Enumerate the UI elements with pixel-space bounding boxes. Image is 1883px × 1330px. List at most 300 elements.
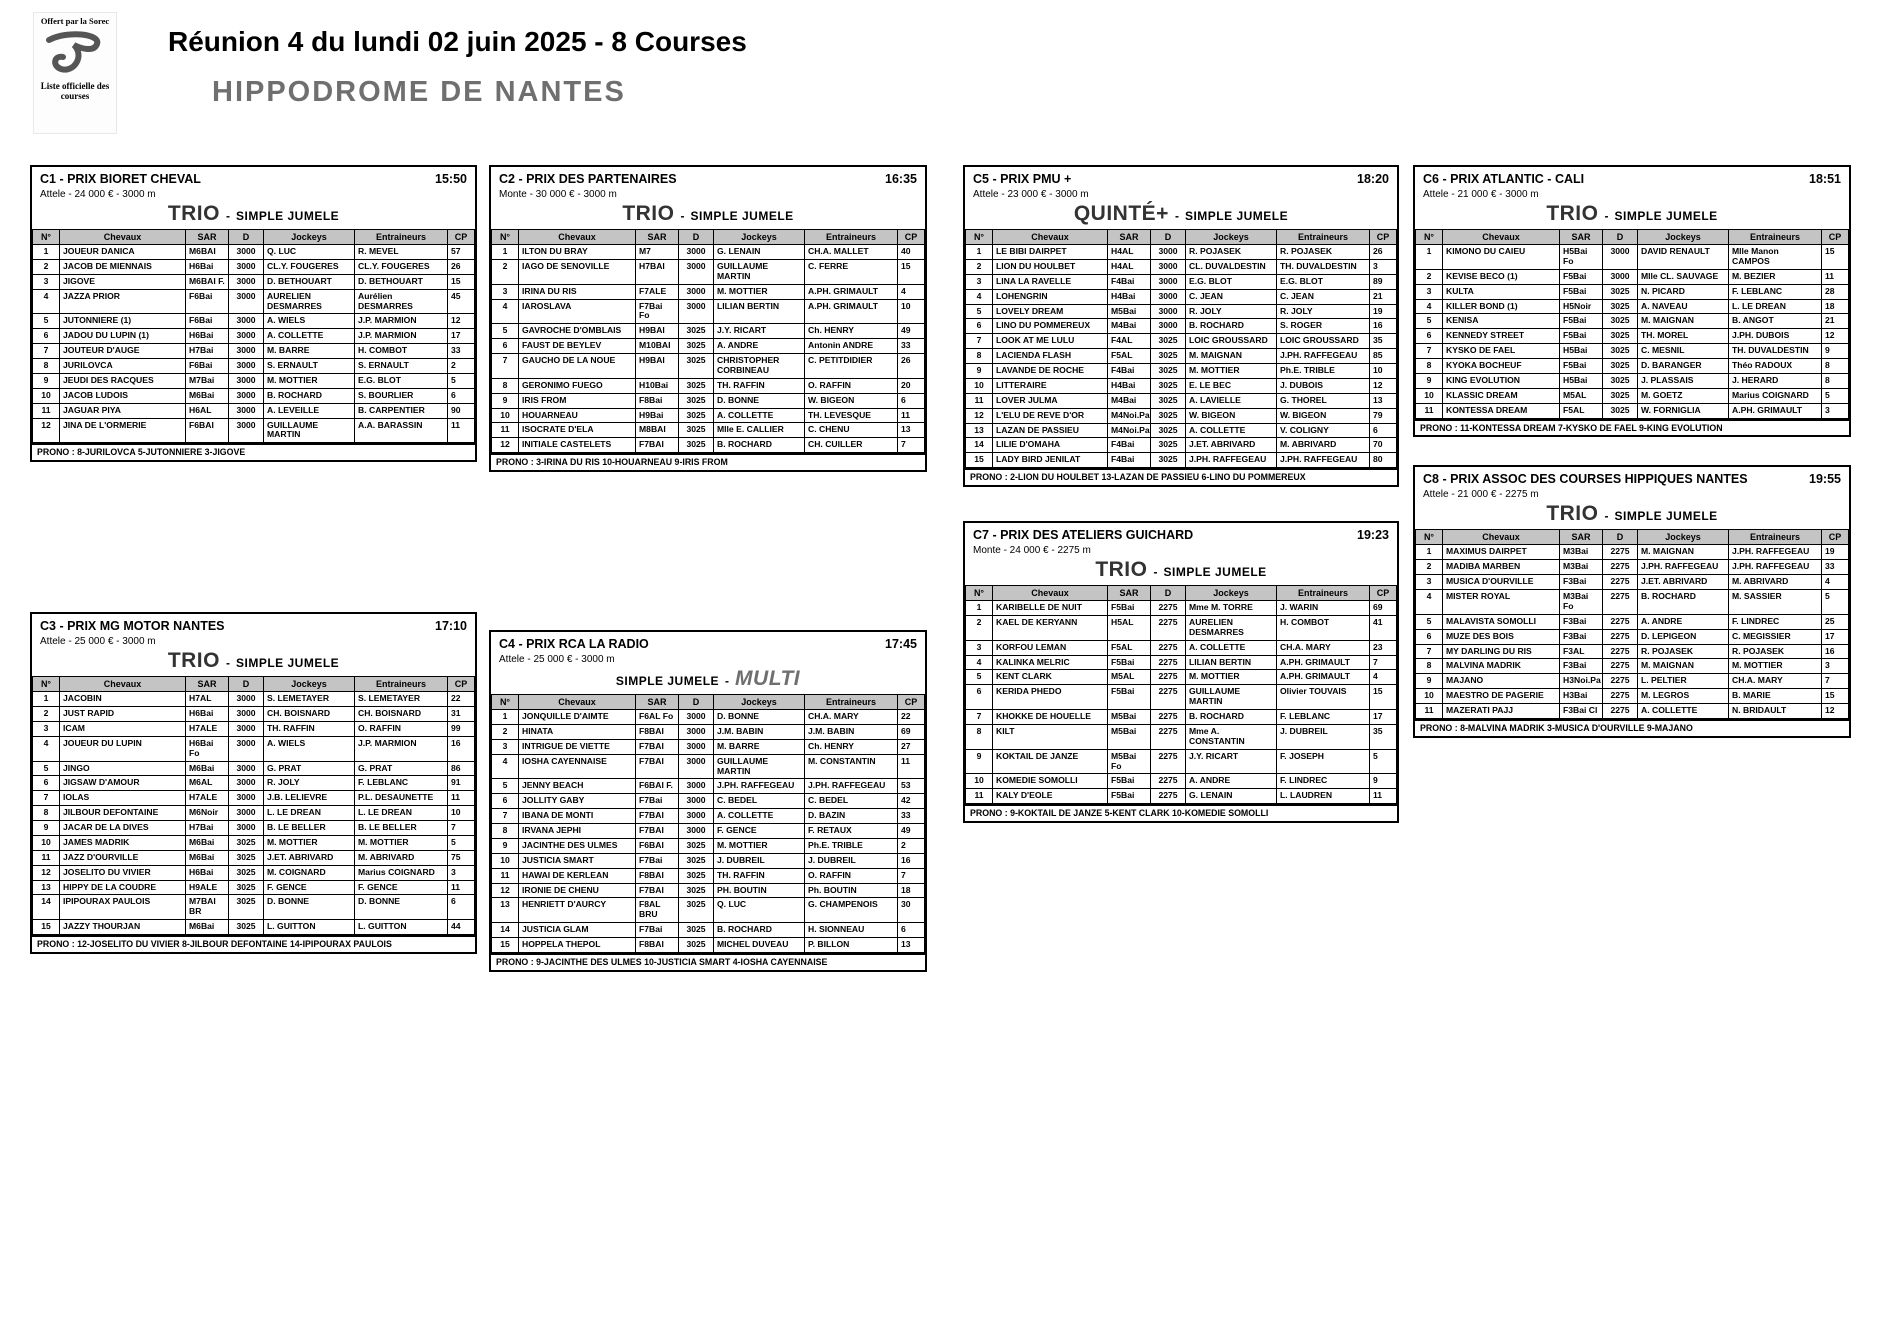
bet-primary: TRIO xyxy=(167,202,220,225)
horse-sar: F5AL xyxy=(1108,349,1151,364)
horse-row xyxy=(1416,269,1849,284)
horse-cp: 15 xyxy=(898,259,925,284)
horse-sar: F5AL xyxy=(1108,640,1151,655)
horse-trainer: S. ROGER xyxy=(1277,319,1370,334)
horse-distance: 2275 xyxy=(1603,560,1638,575)
horse-number: 8 xyxy=(966,724,993,749)
horse-name: JADOU DU LUPIN (1) xyxy=(60,329,186,344)
horse-distance: 3000 xyxy=(1151,245,1186,260)
prono: PRONO : 11-KONTESSA DREAM 7-KYSKO DE FAEL 9-KING EVOLUTION xyxy=(1415,419,1849,436)
horse-row xyxy=(1416,329,1849,344)
column-header: Entraineurs xyxy=(1277,586,1370,601)
horse-row xyxy=(33,850,475,865)
horse-row xyxy=(492,423,925,438)
race-conditions: Attele - 23 000 € - 3000 m xyxy=(973,189,1089,200)
horse-trainer: D. BETHOUART xyxy=(355,274,448,289)
horse-trainer: Théo RADOUX xyxy=(1729,359,1822,374)
horse-number: 11 xyxy=(492,868,519,883)
horse-sar: F5Bai xyxy=(1560,359,1603,374)
horse-number: 11 xyxy=(33,850,60,865)
horse-row xyxy=(492,259,925,284)
horse-cp: 5 xyxy=(1822,590,1849,615)
horse-name: LINA LA RAVELLE xyxy=(993,274,1108,289)
horse-name: INITIALE CASTELETS xyxy=(519,438,636,453)
horse-row xyxy=(492,754,925,779)
race-card-header xyxy=(965,523,1397,542)
column-header: Chevaux xyxy=(1443,530,1560,545)
horse-name: LE BIBI DAIRPET xyxy=(993,245,1108,260)
horse-number: 8 xyxy=(1416,659,1443,674)
horse-sar: F8Bai xyxy=(636,393,679,408)
horse-sar: H6Bai Fo xyxy=(186,736,229,761)
horse-jockey: J.PH. RAFFEGEAU xyxy=(1186,453,1277,468)
horse-distance: 3025 xyxy=(679,423,714,438)
horse-trainer: J. DUBOIS xyxy=(1277,378,1370,393)
horse-row xyxy=(492,938,925,953)
horse-row xyxy=(492,438,925,453)
horse-cp: 11 xyxy=(898,754,925,779)
column-header: Entraineurs xyxy=(1277,230,1370,245)
horse-number: 13 xyxy=(492,898,519,923)
horse-distance: 3000 xyxy=(1151,259,1186,274)
bet-secondary: SIMPLE JUMELE xyxy=(615,674,720,689)
horse-name: INTRIGUE DE VIETTE xyxy=(519,739,636,754)
table-header-row xyxy=(33,230,475,245)
column-header: Entraineurs xyxy=(805,230,898,245)
horse-number: 2 xyxy=(1416,269,1443,284)
horse-number: 6 xyxy=(492,794,519,809)
horse-sar: H7ALE xyxy=(186,721,229,736)
horse-number: 1 xyxy=(1416,545,1443,560)
horse-name: GERONIMO FUEGO xyxy=(519,378,636,393)
bet-separator: - xyxy=(1604,509,1609,524)
bet-type-line xyxy=(32,648,475,676)
horse-number: 11 xyxy=(33,403,60,418)
horse-row xyxy=(492,324,925,339)
horse-sar: H6Bai xyxy=(186,259,229,274)
horse-distance: 3000 xyxy=(229,692,264,707)
horse-number: 12 xyxy=(966,408,993,423)
horse-cp: 27 xyxy=(898,739,925,754)
horse-row xyxy=(33,274,475,289)
horse-cp: 41 xyxy=(1370,615,1397,640)
horse-distance: 3000 xyxy=(229,791,264,806)
horse-row xyxy=(492,824,925,839)
race-card-header xyxy=(32,167,475,186)
horse-distance: 3025 xyxy=(229,920,264,935)
horse-row xyxy=(966,319,1397,334)
horse-number: 10 xyxy=(966,774,993,789)
horse-jockey: J.ET. ABRIVARD xyxy=(1638,575,1729,590)
race-card-header xyxy=(32,614,475,633)
horse-distance: 2275 xyxy=(1603,689,1638,704)
horse-trainer: C. JEAN xyxy=(1277,289,1370,304)
horse-name: HIPPY DE LA COUDRE xyxy=(60,880,186,895)
horse-name: KING EVOLUTION xyxy=(1443,373,1560,388)
horse-trainer: CL.Y. FOUGERES xyxy=(355,259,448,274)
horse-cp: 30 xyxy=(898,898,925,923)
horse-trainer: G. THOREL xyxy=(1277,393,1370,408)
bet-type-line xyxy=(491,201,925,229)
horse-number: 2 xyxy=(33,707,60,722)
horse-jockey: TH. MOREL xyxy=(1638,329,1729,344)
horse-name: MAESTRO DE PAGERIE xyxy=(1443,689,1560,704)
horse-row xyxy=(966,364,1397,379)
horse-name: HOUARNEAU xyxy=(519,408,636,423)
horse-sar: F5Bai xyxy=(1108,601,1151,616)
horse-sar: M5AL xyxy=(1108,670,1151,685)
horse-sar: M3Bai xyxy=(1560,545,1603,560)
horse-cp: 20 xyxy=(898,378,925,393)
horse-jockey: J.ET. ABRIVARD xyxy=(1186,438,1277,453)
horse-sar: F7BAI xyxy=(636,809,679,824)
horse-jockey: J.PH. RAFFEGEAU xyxy=(1638,560,1729,575)
horse-distance: 2275 xyxy=(1603,644,1638,659)
horse-name: LOVER JULMA xyxy=(993,393,1108,408)
horse-sar: F5Bai xyxy=(1560,284,1603,299)
horse-number: 6 xyxy=(33,776,60,791)
table-header-row xyxy=(33,677,475,692)
horse-trainer: TH. DUVALDESTIN xyxy=(1277,259,1370,274)
horse-jockey: CHRISTOPHER CORBINEAU xyxy=(714,354,805,379)
horse-name: JINA DE L'ORMERIE xyxy=(60,418,186,443)
bet-separator: - xyxy=(225,209,230,223)
horse-jockey: E. LE BEC xyxy=(1186,378,1277,393)
horse-number: 7 xyxy=(1416,344,1443,359)
horse-distance: 3025 xyxy=(1603,314,1638,329)
horses-table xyxy=(965,229,1397,468)
column-header: Jockeys xyxy=(1638,230,1729,245)
horse-jockey: F. GENCE xyxy=(264,880,355,895)
horse-name: JAZZA PRIOR xyxy=(60,289,186,314)
horse-cp: 6 xyxy=(1370,423,1397,438)
horse-jockey: B. ROCHARD xyxy=(1638,590,1729,615)
horse-number: 3 xyxy=(33,274,60,289)
horse-sar: F3Bai xyxy=(1560,614,1603,629)
horse-cp: 11 xyxy=(448,418,475,443)
horse-cp: 49 xyxy=(898,324,925,339)
horse-sar: H9BAI xyxy=(636,324,679,339)
horse-trainer: C. FERRE xyxy=(805,259,898,284)
horse-jockey: J.Y. RICART xyxy=(714,324,805,339)
horse-name: MALAVISTA SOMOLLI xyxy=(1443,614,1560,629)
horse-distance: 3025 xyxy=(679,898,714,923)
horse-jockey: J.B. LELIEVRE xyxy=(264,791,355,806)
bet-secondary: SIMPLE JUMELE xyxy=(1614,509,1718,524)
horse-number: 1 xyxy=(966,601,993,616)
horse-name: JACOBIN xyxy=(60,692,186,707)
horse-cp: 44 xyxy=(448,920,475,935)
horse-sar: F4Bai xyxy=(1108,438,1151,453)
horse-jockey: J. DUBREIL xyxy=(714,853,805,868)
horse-row xyxy=(492,354,925,379)
horse-distance: 3025 xyxy=(1151,364,1186,379)
horse-name: IOLAS xyxy=(60,791,186,806)
horse-cp: 70 xyxy=(1370,438,1397,453)
horse-distance: 3025 xyxy=(679,339,714,354)
horse-name: JAZZY THOURJAN xyxy=(60,920,186,935)
horse-distance: 3000 xyxy=(229,761,264,776)
horse-row xyxy=(1416,644,1849,659)
venue-title: HIPPODROME DE NANTES xyxy=(212,76,626,108)
horse-number: 1 xyxy=(966,245,993,260)
horse-trainer: B. ANGOT xyxy=(1729,314,1822,329)
horse-row xyxy=(966,349,1397,364)
horse-row xyxy=(33,289,475,314)
race-title: C1 - PRIX BIORET CHEVAL xyxy=(40,172,201,186)
horse-number: 8 xyxy=(966,349,993,364)
horse-trainer: C. MEGISSIER xyxy=(1729,629,1822,644)
horse-distance: 3000 xyxy=(679,739,714,754)
horse-sar: F5Bai xyxy=(1108,774,1151,789)
horse-trainer: TH. DUVALDESTIN xyxy=(1729,344,1822,359)
bet-separator: - xyxy=(1153,565,1158,580)
horse-distance: 3000 xyxy=(229,776,264,791)
horse-cp: 5 xyxy=(1370,749,1397,774)
race-title: C3 - PRIX MG MOTOR NANTES xyxy=(40,619,225,634)
horse-jockey: J.PH. RAFFEGEAU xyxy=(714,779,805,794)
horse-trainer: V. COLIGNY xyxy=(1277,423,1370,438)
horse-cp: 3 xyxy=(1822,659,1849,674)
horse-cp: 22 xyxy=(898,710,925,725)
horse-jockey: R. POJASEK xyxy=(1186,245,1277,260)
horse-row xyxy=(966,378,1397,393)
horse-name: JIGSAW D'AMOUR xyxy=(60,776,186,791)
horse-trainer: W. BIGEON xyxy=(1277,408,1370,423)
horse-sar: F7BAI xyxy=(636,824,679,839)
horse-cp: 3 xyxy=(1370,259,1397,274)
horse-name: JUST RAPID xyxy=(60,707,186,722)
horse-number: 7 xyxy=(33,344,60,359)
horse-row xyxy=(966,685,1397,710)
horse-number: 8 xyxy=(1416,359,1443,374)
horse-cp: 79 xyxy=(1370,408,1397,423)
horse-jockey: M. MOTTIER xyxy=(714,284,805,299)
horse-number: 9 xyxy=(1416,674,1443,689)
horse-jockey: CL.Y. FOUGERES xyxy=(264,259,355,274)
horses-table xyxy=(1415,229,1849,419)
column-header: N° xyxy=(33,677,60,692)
horse-name: JUSTICIA GLAM xyxy=(519,923,636,938)
horse-sar: H4AL xyxy=(1108,259,1151,274)
horse-sar: H5AL xyxy=(1108,615,1151,640)
horse-distance: 3000 xyxy=(679,754,714,779)
horse-trainer: C. PETITDIDIER xyxy=(805,354,898,379)
horse-distance: 3025 xyxy=(679,393,714,408)
horse-trainer: G. PRAT xyxy=(355,761,448,776)
horse-jockey: L. LE DREAN xyxy=(264,806,355,821)
horse-distance: 3025 xyxy=(679,868,714,883)
horse-jockey: G. LENAIN xyxy=(714,245,805,260)
horse-cp: 90 xyxy=(448,403,475,418)
horse-cp: 2 xyxy=(448,359,475,374)
horse-sar: H9BAI xyxy=(636,354,679,379)
horse-sar: F5Bai xyxy=(1108,685,1151,710)
horse-distance: 2275 xyxy=(1151,601,1186,616)
horse-cp: 6 xyxy=(898,923,925,938)
horse-row xyxy=(966,453,1397,468)
horse-cp: 11 xyxy=(1370,789,1397,804)
horse-name: KULTA xyxy=(1443,284,1560,299)
horse-distance: 3025 xyxy=(679,354,714,379)
column-header: SAR xyxy=(1560,530,1603,545)
horse-name: KENISA xyxy=(1443,314,1560,329)
sorec-logo xyxy=(33,12,117,134)
horse-number: 5 xyxy=(1416,314,1443,329)
horse-row xyxy=(492,245,925,260)
horse-jockey: N. PICARD xyxy=(1638,284,1729,299)
horse-cp: 9 xyxy=(1822,344,1849,359)
horse-cp: 16 xyxy=(898,853,925,868)
horse-row xyxy=(966,640,1397,655)
bet-separator: - xyxy=(680,209,685,223)
horse-cp: 12 xyxy=(448,314,475,329)
horse-trainer: J.PH. RAFFEGEAU xyxy=(1729,560,1822,575)
horse-name: MUSICA D'OURVILLE xyxy=(1443,575,1560,590)
horse-sar: H6Bai xyxy=(186,707,229,722)
horse-trainer: H. COMBOT xyxy=(355,344,448,359)
horse-number: 4 xyxy=(1416,299,1443,314)
horse-jockey: M. MOTTIER xyxy=(264,373,355,388)
horse-name: L'ELU DE REVE D'OR xyxy=(993,408,1108,423)
horse-trainer: M. ABRIVARD xyxy=(1729,575,1822,590)
horse-sar: M6Bai xyxy=(186,920,229,935)
horse-sar: H4AL xyxy=(1108,245,1151,260)
column-header: Jockeys xyxy=(714,230,805,245)
horse-row xyxy=(492,838,925,853)
horse-cp: 26 xyxy=(1370,245,1397,260)
horse-distance: 3000 xyxy=(229,736,264,761)
horses-table xyxy=(965,585,1397,804)
horse-name: HENRIETT D'AURCY xyxy=(519,898,636,923)
horse-distance: 3025 xyxy=(229,850,264,865)
horse-row xyxy=(33,806,475,821)
horse-jockey: M. MAIGNAN xyxy=(1638,545,1729,560)
horse-trainer: F. RETAUX xyxy=(805,824,898,839)
horse-number: 15 xyxy=(492,938,519,953)
horse-sar: F5Bai xyxy=(1108,789,1151,804)
race-time: 17:10 xyxy=(435,619,467,634)
horse-sar: F6BAI xyxy=(636,838,679,853)
horse-row xyxy=(1416,403,1849,418)
horse-number: 1 xyxy=(492,710,519,725)
column-header: Chevaux xyxy=(60,230,186,245)
race-card-header xyxy=(965,167,1397,186)
horse-row xyxy=(33,707,475,722)
horse-number: 3 xyxy=(33,721,60,736)
horse-jockey: LILIAN BERTIN xyxy=(1186,655,1277,670)
horse-distance: 3000 xyxy=(679,284,714,299)
horse-trainer: J.PH. RAFFEGEAU xyxy=(1729,545,1822,560)
column-header: Jockeys xyxy=(1186,230,1277,245)
horse-cp: 26 xyxy=(448,259,475,274)
horse-trainer: M. CONSTANTIN xyxy=(805,754,898,779)
horse-jockey: Mlle CL. SAUVAGE xyxy=(1638,269,1729,284)
column-header: Chevaux xyxy=(993,230,1108,245)
horse-jockey: A. COLLETTE xyxy=(714,809,805,824)
horse-name: MADIBA MARBEN xyxy=(1443,560,1560,575)
horse-distance: 3025 xyxy=(1603,284,1638,299)
horse-row xyxy=(33,791,475,806)
horse-distance: 3025 xyxy=(1603,299,1638,314)
horse-row xyxy=(966,393,1397,408)
horse-distance: 3025 xyxy=(229,865,264,880)
race-card-header xyxy=(1415,167,1849,186)
horse-row xyxy=(33,245,475,260)
horse-row xyxy=(33,880,475,895)
horse-distance: 3025 xyxy=(679,883,714,898)
race-card xyxy=(489,165,927,472)
column-header: D xyxy=(229,230,264,245)
horse-distance: 2275 xyxy=(1151,749,1186,774)
horse-jockey: M. MAIGNAN xyxy=(1186,349,1277,364)
bet-primary: TRIO xyxy=(622,202,675,225)
horse-trainer: B. CARPENTIER xyxy=(355,403,448,418)
horse-number: 1 xyxy=(33,245,60,260)
horse-row xyxy=(492,724,925,739)
horse-name: JILBOUR DEFONTAINE xyxy=(60,806,186,821)
horse-distance: 3000 xyxy=(679,779,714,794)
horse-jockey: B. ROCHARD xyxy=(264,388,355,403)
horse-distance: 3025 xyxy=(679,923,714,938)
horse-number: 6 xyxy=(1416,629,1443,644)
horse-number: 1 xyxy=(33,692,60,707)
horse-distance: 3025 xyxy=(1151,453,1186,468)
horse-number: 3 xyxy=(966,640,993,655)
horse-sar: F6Bai xyxy=(186,289,229,314)
horse-jockey: M. COIGNARD xyxy=(264,865,355,880)
bet-primary: TRIO xyxy=(1095,558,1148,582)
horse-distance: 3025 xyxy=(1603,373,1638,388)
horse-row xyxy=(33,259,475,274)
race-title: C4 - PRIX RCA LA RADIO xyxy=(499,637,649,652)
bet-separator: - xyxy=(1174,209,1179,223)
horse-distance: 3000 xyxy=(229,806,264,821)
horse-sar: H7ALE xyxy=(186,791,229,806)
horse-distance: 3000 xyxy=(679,259,714,284)
horse-cp: 6 xyxy=(898,393,925,408)
horse-row xyxy=(492,710,925,725)
horse-trainer: J.PH. RAFFEGEAU xyxy=(1277,349,1370,364)
bet-secondary: SIMPLE JUMELE xyxy=(1614,209,1718,223)
horse-number: 12 xyxy=(492,883,519,898)
horse-jockey: F. GENCE xyxy=(714,824,805,839)
race-title: C5 - PRIX PMU + xyxy=(973,172,1072,186)
column-header: SAR xyxy=(1108,586,1151,601)
horse-row xyxy=(33,865,475,880)
horse-sar: F4Bai xyxy=(1108,453,1151,468)
horse-row xyxy=(1416,689,1849,704)
horse-name: MALVINA MADRIK xyxy=(1443,659,1560,674)
horse-jockey: GUILLAUME MARTIN xyxy=(1186,685,1277,710)
horse-sar: F3Bai Cl xyxy=(1560,704,1603,719)
horse-cp: 3 xyxy=(1822,403,1849,418)
horse-distance: 3000 xyxy=(1603,245,1638,270)
horse-name: JACOB DE MIENNAIS xyxy=(60,259,186,274)
horse-cp: 19 xyxy=(1822,545,1849,560)
horse-distance: 2275 xyxy=(1603,575,1638,590)
horse-cp: 7 xyxy=(1370,655,1397,670)
horse-cp: 15 xyxy=(1370,685,1397,710)
horse-trainer: F. JOSEPH xyxy=(1277,749,1370,774)
column-header: Chevaux xyxy=(519,695,636,710)
horse-number: 5 xyxy=(33,314,60,329)
horse-sar: F6Bai xyxy=(186,314,229,329)
horse-row xyxy=(966,304,1397,319)
horse-cp: 12 xyxy=(1822,704,1849,719)
horse-jockey: D. BONNE xyxy=(264,895,355,920)
horse-row xyxy=(492,339,925,354)
